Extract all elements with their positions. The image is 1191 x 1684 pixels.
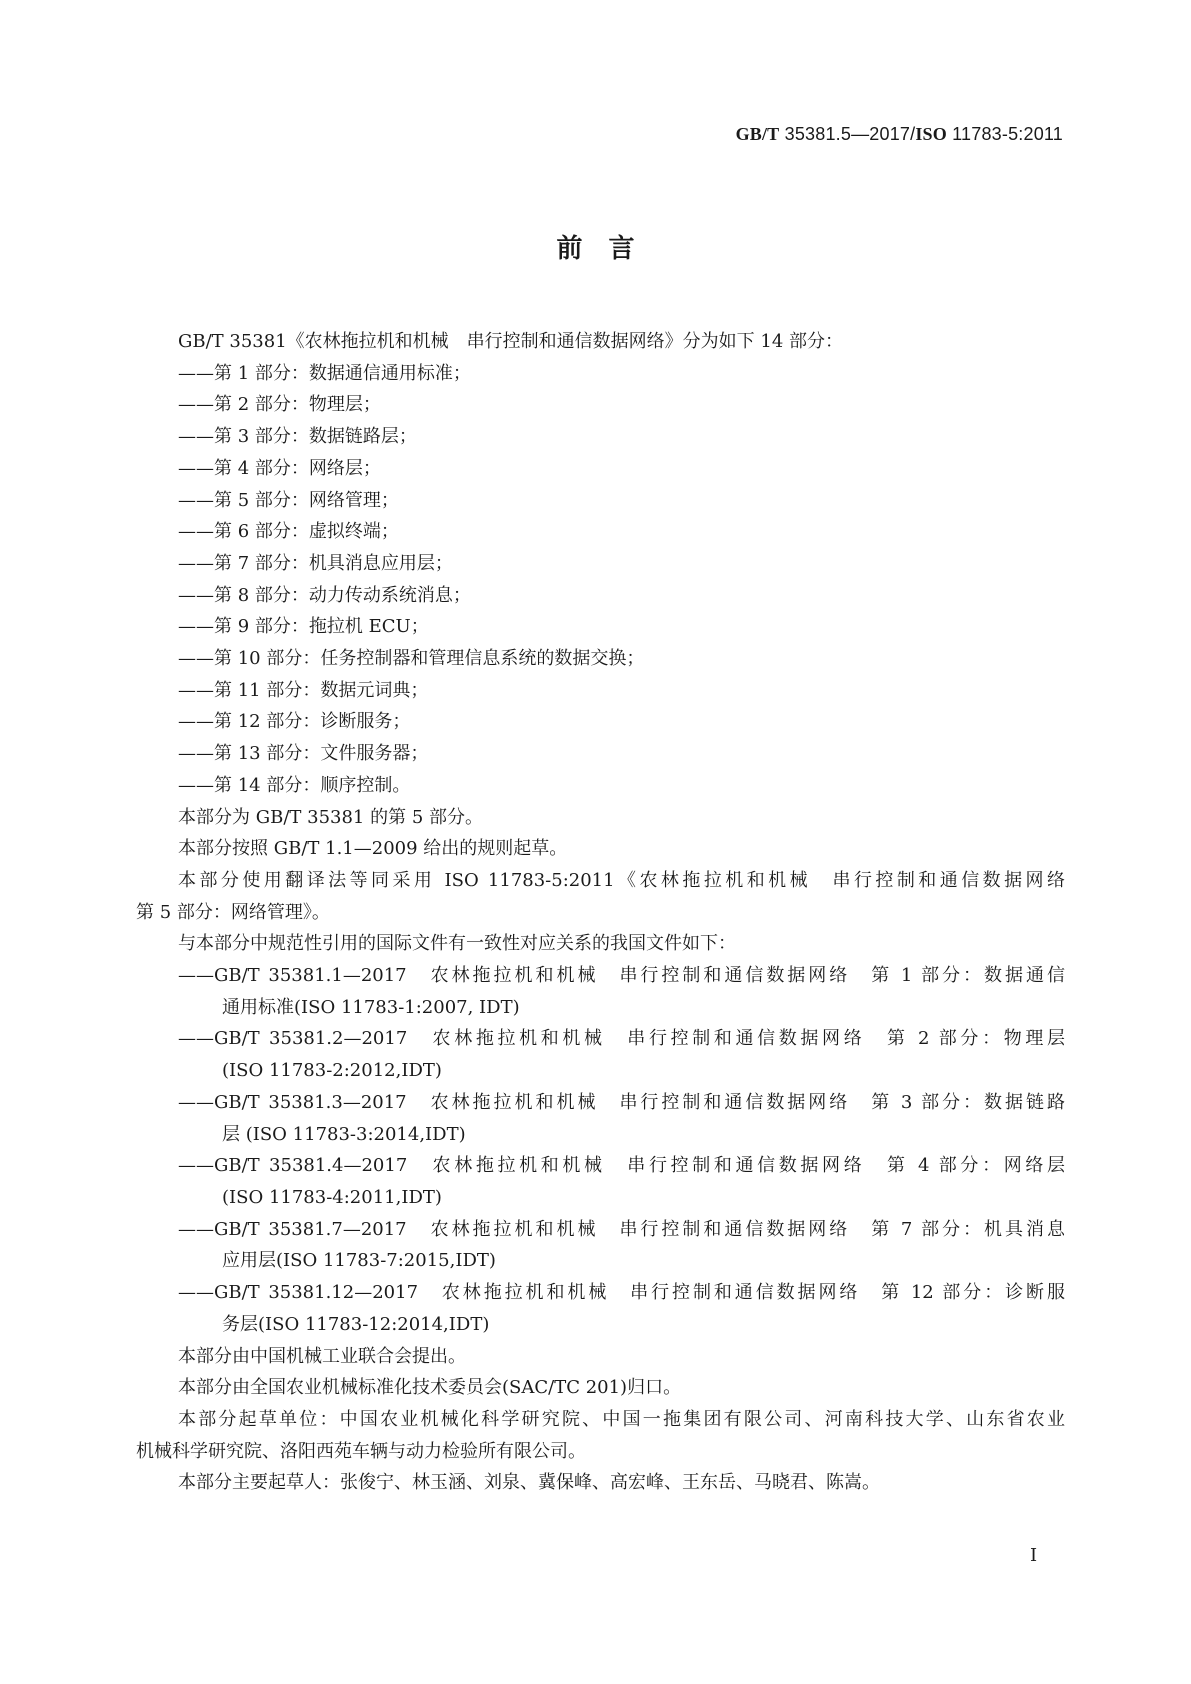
- parts-list-item: ——第 2 部分：物理层；: [178, 394, 381, 416]
- parts-list-item: ——第 13 部分：文件服务器；: [178, 743, 429, 765]
- parts-list-item: ——第 12 部分：诊断服务；: [178, 711, 411, 733]
- parts-list-item: ——第 4 部分：网络层；: [178, 457, 381, 479]
- reference-item-line1: ——GB/T 35381.7—2017 农林拖拉机和机械 串行控制和通信数据网络 第 7 部分：机具消息: [178, 1218, 1065, 1240]
- parts-list-item: ——第 8 部分：动力传动系统消息；: [178, 584, 471, 606]
- header-iso-number: 11783-5:2011: [946, 124, 1063, 144]
- parts-list-item: ——第 6 部分：虚拟终端；: [178, 521, 399, 543]
- drafting-units-line1: 本部分起草单位：中国农业机械化科学研究院、中国一拖集团有限公司、河南科技大学、山东省农业: [178, 1408, 1065, 1430]
- reference-item-line2: 通用标准(ISO 11783-1:2007, IDT): [222, 996, 520, 1018]
- reference-item-line2: (ISO 11783-4:2011,IDT): [222, 1186, 442, 1208]
- reference-item-line2: 应用层(ISO 11783-7:2015,IDT): [222, 1250, 496, 1272]
- reference-item-line1: ——GB/T 35381.4—2017 农林拖拉机和机械 串行控制和通信数据网络 第 4 部分：网络层: [178, 1155, 1065, 1177]
- header-number: 35381.5—2017/: [779, 124, 916, 144]
- foreword-body: [136, 326, 1065, 1499]
- page-number: I: [1030, 1545, 1038, 1566]
- standard-number-header: [736, 124, 1063, 145]
- parts-list-item: ——第 3 部分：数据链路层；: [178, 426, 417, 448]
- reference-item-line1: ——GB/T 35381.3—2017 农林拖拉机和机械 串行控制和通信数据网络 第 3 部分：数据链路: [178, 1091, 1065, 1113]
- reference-item-line2: 层 (ISO 11783-3:2014,IDT): [222, 1123, 466, 1145]
- parts-list-item: ——第 10 部分：任务控制器和管理信息系统的数据交换；: [178, 648, 645, 670]
- part-statement: 本部分为 GB/T 35381 的第 5 部分。: [178, 806, 483, 828]
- drafting-units-line2: 机械科学研究院、洛阳西苑车辆与动力检验所有限公司。: [136, 1440, 586, 1462]
- reference-item-line1: ——GB/T 35381.1—2017 农林拖拉机和机械 串行控制和通信数据网络 第 1 部分：数据通信: [178, 965, 1065, 987]
- parts-list-item: ——第 9 部分：拖拉机 ECU；: [178, 616, 429, 638]
- parts-list-item: ——第 14 部分：顺序控制。: [178, 774, 411, 796]
- parts-list-item: ——第 11 部分：数据元词典；: [178, 679, 429, 701]
- reference-item-line1: ——GB/T 35381.12—2017 农林拖拉机和机械 串行控制和通信数据网络 第 12 部分：诊断服: [178, 1282, 1065, 1304]
- parts-list-item: ——第 1 部分：数据通信通用标准；: [178, 362, 471, 384]
- header-iso: ISO: [915, 124, 947, 144]
- adoption-statement-line2: 第 5 部分：网络管理》。: [136, 901, 330, 923]
- reference-item-line1: ——GB/T 35381.2—2017 农林拖拉机和机械 串行控制和通信数据网络 第 2 部分：物理层: [178, 1028, 1065, 1050]
- drafting-rules-statement: 本部分按照 GB/T 1.1—2009 给出的规则起草。: [178, 838, 568, 860]
- page-title: 前言: [556, 234, 661, 264]
- parts-list-item: ——第 5 部分：网络管理；: [178, 489, 399, 511]
- reference-item-line2: (ISO 11783-2:2012,IDT): [222, 1060, 442, 1082]
- main-drafters: 本部分主要起草人：张俊宁、林玉涵、刘泉、冀保峰、高宏峰、王东岳、马晓君、陈嵩。: [178, 1472, 880, 1494]
- intro-paragraph: GB/T 35381《农林拖拉机和机械 串行控制和通信数据网络》分为如下 14 部分：: [178, 331, 844, 352]
- reference-item-line2: 务层(ISO 11783-12:2014,IDT): [222, 1313, 490, 1335]
- references-intro: 与本部分中规范性引用的国际文件有一致性对应关系的我国文件如下：: [178, 933, 736, 955]
- parts-list-item: ——第 7 部分：机具消息应用层；: [178, 552, 453, 574]
- centralized-by: 本部分由全国农业机械标准化技术委员会(SAC/TC 201)归口。: [178, 1377, 682, 1399]
- header-gbt: GB/T: [735, 124, 780, 144]
- adoption-statement-line1: 本部分使用翻译法等同采用 ISO 11783-5:2011《农林拖拉机和机械 串行控制和通信数据网络: [178, 869, 1065, 891]
- proposed-by: 本部分由中国机械工业联合会提出。: [178, 1345, 466, 1367]
